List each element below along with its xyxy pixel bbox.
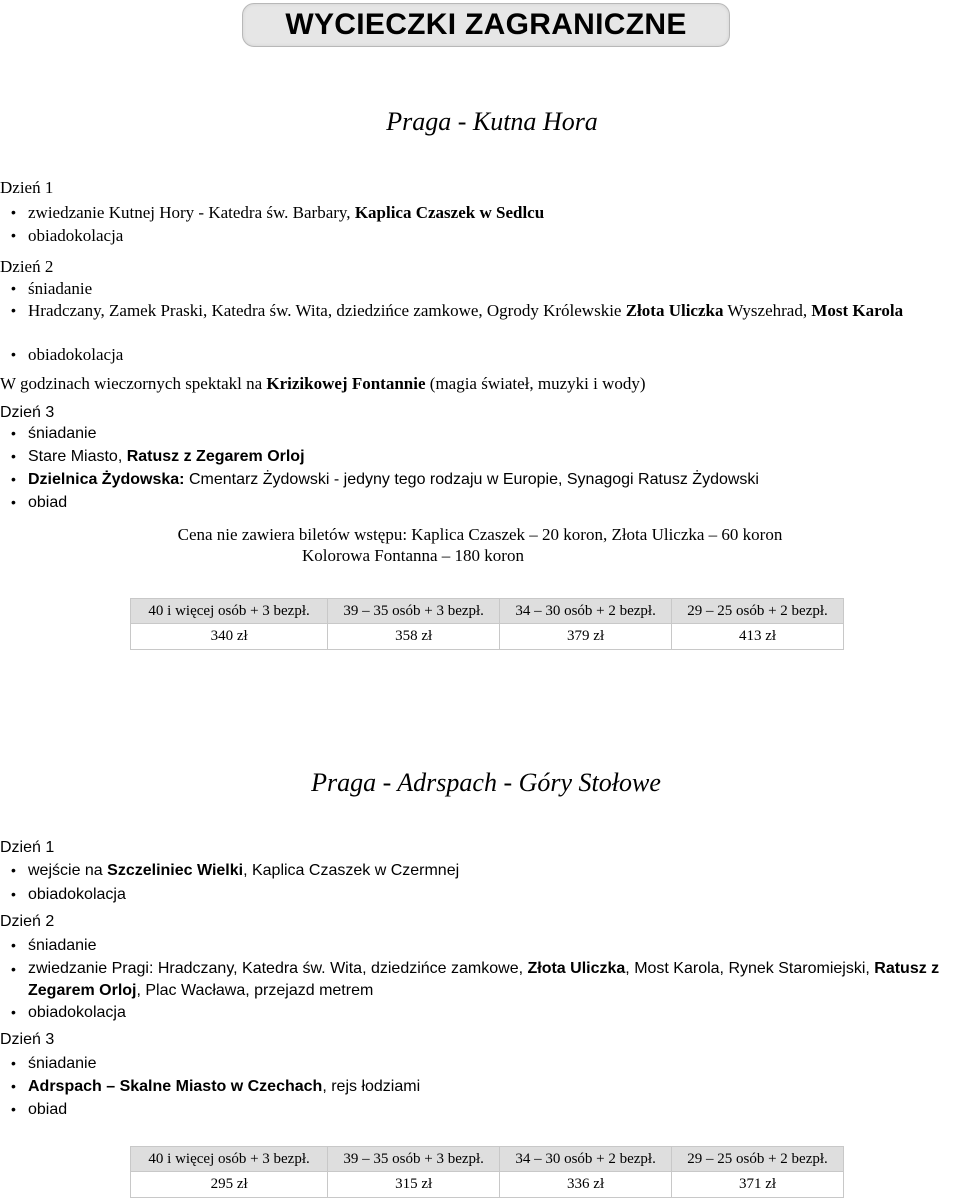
item-text: , Most Karola, Rynek Staromiejski,	[625, 960, 875, 977]
item-text: Cmentarz Żydowski - jedyny tego rodzaju w Europie, Synagogi Ratusz Żydowski	[184, 471, 759, 488]
trip2-day1-item1	[28, 860, 958, 881]
item-text: Hradczany, Zamek Praski, Katedra św. Wita, dziedzińce zamkowe, Ogrody Królewskie	[28, 301, 626, 320]
item-bold-text: Ratusz z Zegarem Orloj	[28, 960, 940, 999]
item-bold-text: Kaplica Czaszek w Sedlcu	[354, 203, 545, 222]
price-header-cell: 29 – 25 osób + 2 bezpł.	[672, 1147, 844, 1172]
item-bold-text: Złota Uliczka	[527, 960, 626, 977]
trip1-title: Praga - Kutna Hora	[386, 107, 598, 136]
price-table-value-row	[131, 1172, 844, 1198]
price-header-cell: 39 – 35 osób + 3 bezpł.	[328, 1147, 500, 1172]
page-banner: WYCIECZKI ZAGRANICZNE	[242, 3, 730, 47]
trip2-day1-label: Dzień 1	[0, 839, 55, 856]
trip2-day2-item1: • śniadanie	[28, 935, 958, 956]
trip1-day3-item4: • obiad	[28, 492, 958, 513]
trip1-price-note-line1: Cena nie zawiera biletów wstępu: Kaplica Czaszek – 20 koron, Złota Uliczka – 60 koron	[177, 525, 783, 544]
item-bold-text: Dzielnica Żydowska:	[28, 471, 185, 488]
trip2-day2-item2	[28, 958, 958, 1002]
trip1-day3-item1: • śniadanie	[28, 423, 958, 444]
trip2-day3-item1: • śniadanie	[28, 1053, 958, 1074]
trip1-day3-label: Dzień 3	[0, 404, 55, 421]
trip2-day3-item3: • obiad	[28, 1099, 958, 1120]
trip2-price-table	[130, 1146, 844, 1198]
price-value-cell: 295 zł	[131, 1172, 328, 1198]
item-bold-text: Złota Uliczka	[625, 301, 724, 320]
trip1-day2-item3: • obiadokolacja	[28, 344, 958, 365]
item-text: , Kaplica Czaszek w Czermnej	[243, 862, 460, 879]
item-bold-text: Most Karola	[811, 301, 904, 320]
item-text: Wyszehrad,	[723, 301, 812, 320]
price-value-cell: 358 zł	[328, 624, 500, 650]
trip1-price-table	[130, 598, 844, 650]
item-bold-text: Ratusz z Zegarem Orloj	[126, 448, 305, 465]
price-table-header-row	[131, 599, 844, 624]
price-table-header-row	[131, 1147, 844, 1172]
trip1-day1-item1	[28, 202, 958, 223]
trip1-evening-note	[0, 374, 646, 394]
trip2-day1-item2: • obiadokolacja	[28, 884, 958, 905]
item-text: Stare Miasto,	[28, 448, 127, 465]
item-text: wejście na	[28, 862, 108, 879]
trip1-day1-label: Dzień 1	[0, 178, 54, 197]
price-value-cell: 336 zł	[500, 1172, 672, 1198]
price-value-cell: 379 zł	[500, 624, 672, 650]
note-bold-text: Krizikowej Fontannie	[266, 374, 426, 393]
trip1-day3-item3	[28, 469, 958, 490]
price-header-cell: 39 – 35 osób + 3 bezpł.	[328, 599, 500, 624]
price-value-cell: 371 zł	[672, 1172, 844, 1198]
note-text: W godzinach wieczornych spektakl na	[0, 374, 267, 393]
trip1-day2-item1: • śniadanie	[28, 278, 958, 299]
item-text: zwiedzanie Kutnej Hory - Katedra św. Barbary,	[28, 203, 355, 222]
trip1-day1-item2: • obiadokolacja	[28, 225, 958, 246]
item-text: zwiedzanie Pragi: Hradczany, Katedra św. Wita, dziedzińce zamkowe,	[28, 960, 528, 977]
price-header-cell: 34 – 30 osób + 2 bezpł.	[500, 1147, 672, 1172]
price-header-cell: 40 i więcej osób + 3 bezpł.	[131, 1147, 328, 1172]
price-value-cell: 315 zł	[328, 1172, 500, 1198]
price-header-cell: 40 i więcej osób + 3 bezpł.	[131, 599, 328, 624]
item-text: , rejs łodziami	[322, 1078, 421, 1095]
item-bold-text: Szczeliniec Wielki	[107, 862, 244, 879]
price-value-cell: 413 zł	[672, 624, 844, 650]
trip2-day3-item2	[28, 1076, 958, 1097]
price-table-value-row	[131, 624, 844, 650]
trip2-day3-label: Dzień 3	[0, 1031, 55, 1048]
price-header-cell: 34 – 30 osób + 2 bezpł.	[500, 599, 672, 624]
trip2-day2-item3: • obiadokolacja	[28, 1002, 958, 1023]
item-bold-text: Adrspach – Skalne Miasto w Czechach	[28, 1078, 323, 1095]
item-text: , Plac Wacława, przejazd metrem	[136, 982, 374, 999]
note-text: (magia świateł, muzyki i wody)	[425, 374, 646, 393]
trip1-price-note-line2: Kolorowa Fontanna – 180 koron	[302, 546, 524, 565]
trip2-title: Praga - Adrspach - Góry Stołowe	[311, 768, 661, 797]
trip1-day2-item2	[28, 300, 958, 321]
trip1-day3-item2	[28, 446, 958, 467]
trip1-day2-label: Dzień 2	[0, 257, 54, 276]
price-value-cell: 340 zł	[131, 624, 328, 650]
trip2-day2-label: Dzień 2	[0, 913, 55, 930]
price-header-cell: 29 – 25 osób + 2 bezpł.	[672, 599, 844, 624]
